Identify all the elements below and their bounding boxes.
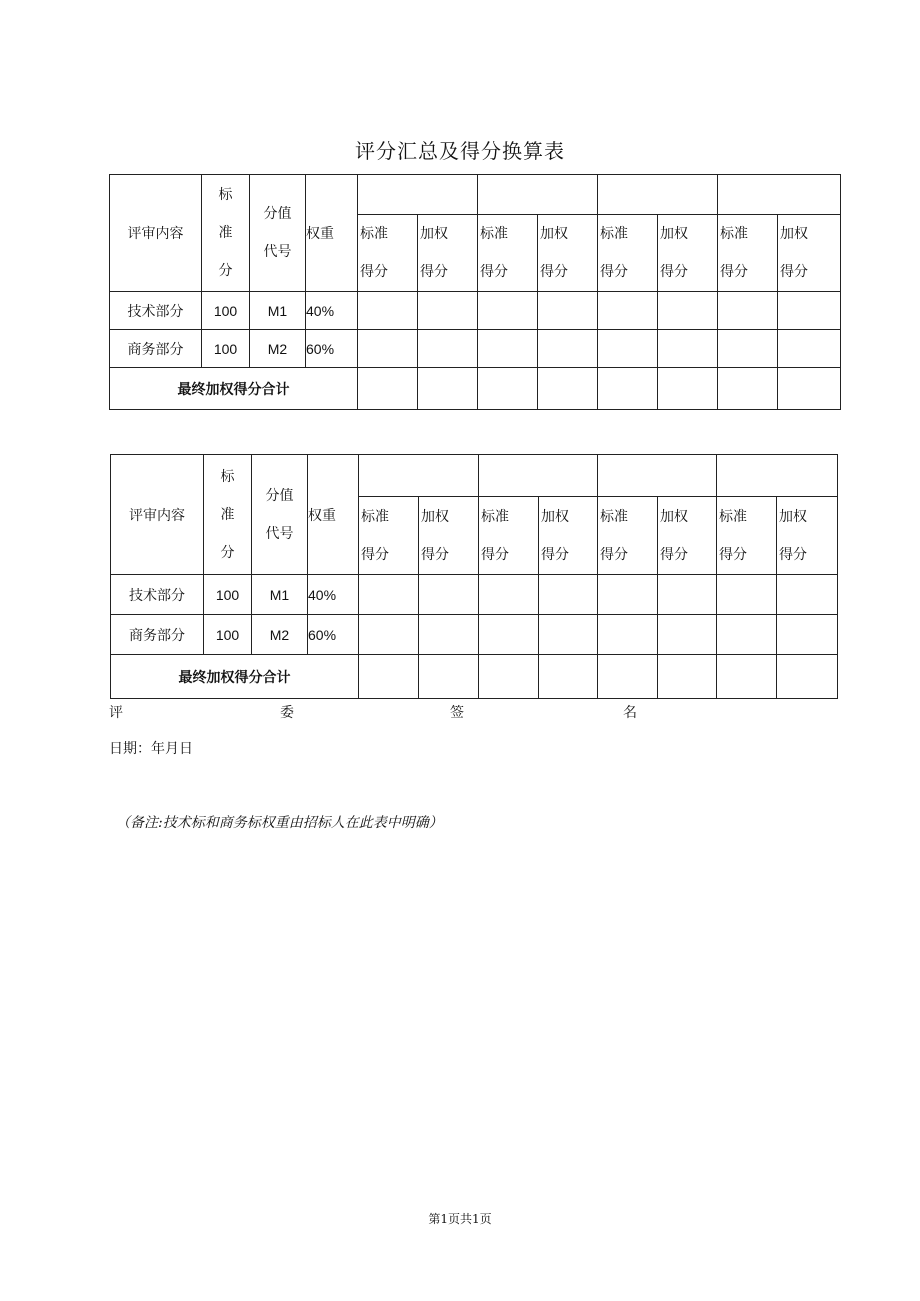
empty-score-cell — [658, 330, 718, 368]
header-text: 标准 — [720, 226, 748, 242]
date-line: 日期：年月日 — [109, 741, 193, 757]
judge-group-4 — [718, 175, 841, 215]
empty-score-cell — [598, 368, 658, 410]
empty-score-cell — [358, 368, 418, 410]
header-weight: 权重 — [306, 175, 358, 292]
header-weighted-got — [777, 497, 838, 575]
table-cell: 技术部分 — [110, 292, 202, 330]
table-cell: 100 — [204, 615, 252, 655]
empty-score-cell — [418, 292, 478, 330]
header-text: 标 — [220, 468, 235, 485]
header-text: 准 — [218, 225, 233, 241]
header-text: 加权 — [541, 508, 569, 525]
header-text: 得分 — [660, 546, 688, 563]
header-std-got — [598, 215, 658, 292]
table-cell: 40% — [306, 292, 358, 330]
header-weighted-got — [658, 215, 718, 292]
header-std-got — [359, 497, 419, 575]
header-text: 准 — [220, 506, 235, 523]
header-std-score — [202, 175, 250, 292]
header-text: 得分 — [481, 546, 509, 563]
judge-signature-line — [0, 702, 920, 722]
header-text: 加权 — [779, 508, 807, 525]
table-cell: 100 — [202, 292, 250, 330]
header-text: 得分 — [480, 264, 508, 280]
header-text: 得分 — [660, 264, 688, 280]
header-text: 分值 — [265, 487, 294, 504]
header-std-got — [598, 497, 658, 575]
header-weight: 权重 — [308, 455, 359, 575]
judge-group-2 — [478, 175, 598, 215]
empty-score-cell — [718, 292, 778, 330]
header-text: 加权 — [780, 226, 808, 242]
table-row — [111, 575, 838, 615]
empty-score-cell — [358, 292, 418, 330]
header-std-got — [479, 497, 539, 575]
header-code — [250, 175, 306, 292]
empty-score-cell — [538, 368, 598, 410]
header-text: 得分 — [361, 546, 389, 563]
empty-score-cell — [478, 330, 538, 368]
judge-group-3 — [598, 455, 717, 497]
header-content: 评审内容 — [111, 455, 204, 575]
empty-score-cell — [419, 575, 479, 615]
table-cell: 商务部分 — [110, 330, 202, 368]
header-text: 标 — [218, 187, 233, 203]
empty-score-cell — [538, 292, 598, 330]
empty-score-cell — [538, 330, 598, 368]
header-std-got — [358, 215, 418, 292]
table-row — [110, 330, 841, 368]
table-cell: 40% — [308, 575, 359, 615]
empty-score-cell — [658, 575, 717, 615]
empty-score-cell — [598, 615, 658, 655]
empty-score-cell — [777, 575, 838, 615]
empty-score-cell — [418, 368, 478, 410]
empty-score-cell — [478, 292, 538, 330]
empty-score-cell — [539, 655, 598, 699]
empty-score-cell — [598, 575, 658, 615]
empty-score-cell — [598, 655, 658, 699]
empty-score-cell — [777, 655, 838, 699]
empty-score-cell — [658, 615, 717, 655]
empty-score-cell — [598, 292, 658, 330]
remark-note: （备注:技术标和商务标权重由招标人在此表中明确） — [116, 815, 443, 831]
header-std-score — [204, 455, 252, 575]
empty-score-cell — [479, 615, 539, 655]
header-text: 加权 — [421, 508, 449, 525]
empty-score-cell — [717, 575, 777, 615]
header-text: 分 — [218, 263, 233, 279]
table-cell: 商务部分 — [111, 615, 204, 655]
table-cell: 60% — [306, 330, 358, 368]
empty-score-cell — [718, 368, 778, 410]
header-weighted-got — [658, 497, 717, 575]
signature-char: 名 — [623, 705, 637, 721]
empty-score-cell — [479, 655, 539, 699]
header-std-got — [718, 215, 778, 292]
table-cell: M2 — [252, 615, 308, 655]
empty-score-cell — [598, 330, 658, 368]
header-text: 得分 — [780, 264, 808, 280]
header-text: 加权 — [540, 226, 568, 242]
empty-score-cell — [717, 655, 777, 699]
empty-score-cell — [658, 292, 718, 330]
empty-score-cell — [479, 575, 539, 615]
table-cell: M1 — [252, 575, 308, 615]
header-text: 加权 — [420, 226, 448, 242]
empty-score-cell — [359, 615, 419, 655]
empty-score-cell — [539, 615, 598, 655]
header-text: 标准 — [600, 226, 628, 242]
header-row — [111, 455, 838, 497]
header-text: 标准 — [719, 508, 747, 525]
empty-score-cell — [717, 615, 777, 655]
header-text: 标准 — [481, 508, 509, 525]
header-std-got — [478, 215, 538, 292]
table-cell: 100 — [202, 330, 250, 368]
page-title: 评分汇总及得分换算表 — [355, 139, 565, 163]
empty-score-cell — [778, 368, 841, 410]
header-text: 得分 — [541, 546, 569, 563]
header-content: 评审内容 — [110, 175, 202, 292]
header-text: 得分 — [600, 546, 628, 563]
header-text: 代号 — [263, 244, 292, 260]
total-row — [111, 655, 838, 699]
header-text: 标准 — [480, 226, 508, 242]
table-row — [111, 615, 838, 655]
table-cell: M2 — [250, 330, 306, 368]
judge-group-4 — [717, 455, 838, 497]
empty-score-cell — [777, 615, 838, 655]
header-std-got — [717, 497, 777, 575]
header-text: 代号 — [265, 525, 294, 542]
header-text: 得分 — [779, 546, 807, 563]
header-text: 分 — [220, 544, 235, 561]
judge-group-1 — [358, 175, 478, 215]
header-row — [110, 175, 841, 215]
empty-score-cell — [358, 330, 418, 368]
signature-char: 签 — [450, 705, 464, 721]
header-text: 得分 — [600, 264, 628, 280]
empty-score-cell — [418, 330, 478, 368]
table-cell: M1 — [250, 292, 306, 330]
header-weighted-got — [538, 215, 598, 292]
empty-score-cell — [778, 330, 841, 368]
signature-char: 评 — [109, 705, 123, 721]
header-weighted-got — [418, 215, 478, 292]
empty-score-cell — [419, 615, 479, 655]
header-text: 得分 — [719, 546, 747, 563]
empty-score-cell — [478, 368, 538, 410]
score-table-2 — [110, 454, 838, 699]
empty-score-cell — [359, 575, 419, 615]
total-row — [110, 368, 841, 410]
header-text: 得分 — [720, 264, 748, 280]
score-table-1 — [109, 174, 841, 410]
table-cell: 60% — [308, 615, 359, 655]
signature-char: 委 — [280, 705, 294, 721]
header-text: 标准 — [360, 226, 388, 242]
header-weighted-got — [539, 497, 598, 575]
judge-group-2 — [479, 455, 598, 497]
empty-score-cell — [658, 368, 718, 410]
header-text: 得分 — [540, 264, 568, 280]
empty-score-cell — [778, 292, 841, 330]
header-text: 标准 — [600, 508, 628, 525]
total-label: 最终加权得分合计 — [110, 368, 358, 410]
empty-score-cell — [539, 575, 598, 615]
header-text: 得分 — [420, 264, 448, 280]
empty-score-cell — [718, 330, 778, 368]
total-label: 最终加权得分合计 — [111, 655, 359, 699]
empty-score-cell — [658, 655, 717, 699]
judge-group-3 — [598, 175, 718, 215]
page-footer: 第1页共1页 — [428, 1212, 492, 1226]
empty-score-cell — [359, 655, 419, 699]
header-text: 分值 — [263, 206, 292, 222]
header-text: 加权 — [660, 226, 688, 242]
header-text: 加权 — [660, 508, 688, 525]
table-cell: 技术部分 — [111, 575, 204, 615]
header-code — [252, 455, 308, 575]
header-text: 得分 — [421, 546, 449, 563]
header-text: 得分 — [360, 264, 388, 280]
header-text: 标准 — [361, 508, 389, 525]
header-weighted-got — [778, 215, 841, 292]
header-weighted-got — [419, 497, 479, 575]
table-row — [110, 292, 841, 330]
judge-group-1 — [359, 455, 479, 497]
table-cell: 100 — [204, 575, 252, 615]
empty-score-cell — [419, 655, 479, 699]
